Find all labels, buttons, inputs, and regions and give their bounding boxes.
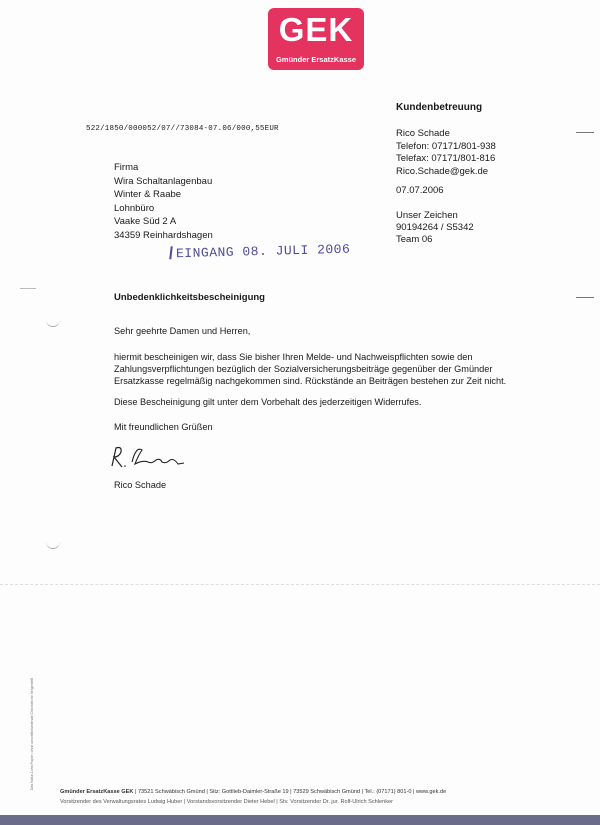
recipient-address [114, 161, 213, 242]
address-line: 34359 Reinhardshagen [114, 229, 213, 241]
page-bottom-edge [0, 815, 600, 825]
address-line: Lohnbüro [114, 202, 155, 214]
reference-code-line: 522/1850/000052/07//73084-07.06/000,55EUR [86, 125, 279, 133]
address-line: Vaake Süd 2 A [114, 216, 177, 227]
stamp-text: EINGANG 08. JULI 2006 [175, 241, 351, 262]
footer-line-2: Vorsitzender des Verwaltungsrates Ludwig Huber | Vorstandsvorsitzender Dieter Hebel | Stv. Vorsitzender Dr. jur. Rolf-Ulrich Schlenker [60, 799, 393, 805]
reference-number: 90194264 / S5342 [396, 222, 474, 233]
contact-email: Rico.Schade@gek.de [396, 165, 489, 177]
fold-mark [20, 288, 36, 289]
footer [60, 787, 590, 807]
address-line: Wira Schaltanlagenbau [114, 175, 213, 187]
contact-phone: Telefon: 07171/801-938 [396, 140, 496, 152]
contact-name: Rico Schade [396, 128, 450, 139]
letter-subject: Unbedenklichkeitsbescheinigung [114, 292, 265, 303]
signer-name: Rico Schade [114, 480, 167, 490]
punch-hole-mark [46, 318, 60, 327]
reference-block [396, 210, 474, 246]
service-title: Kundenbetreuung [396, 102, 483, 113]
letter-paragraph: Diese Bescheinigung gilt unter dem Vorbehalt des jederzeitigen Widerrufes. [114, 397, 422, 407]
letter-paragraph: hiermit bescheinigen wir, dass Sie bisher Ihren Melde- und Nachweispflichten sowie den Zahlungsverpflichtungen bezüglich der Sozialversicherungsbeiträge gegenüber der Gmünder Ersatzkasse regelmäßig nachgekommen sind. Rückstände an Beiträgen bestehen zur Zeit nicht. [114, 352, 507, 386]
gek-logo [268, 8, 364, 70]
reference-label: Unser Zeichen [396, 210, 458, 221]
handwritten-signature [108, 442, 188, 472]
fold-mark [576, 132, 594, 133]
paper-note: Das Natur-Lohn Papier, ohne umweltbelastende Chlorbleiche hergestellt [30, 677, 34, 790]
letter-closing: Mit freundlichen Grüßen [114, 422, 213, 432]
reference-team: Team 06 [396, 234, 433, 245]
logo-subtitle: Gmünder ErsatzKasse [275, 55, 357, 64]
punch-hole-mark [46, 540, 60, 549]
contact-fax: Telefax: 07171/801-816 [396, 153, 496, 164]
footer-address: | 73521 Schwäbisch Gmünd | Sitz: Gottlieb-Daimler-Straße 19 | 73529 Schwäbisch Gmünd | Tel.: (07171) 801-0 | www.gek.de [134, 789, 447, 795]
contact-block [396, 128, 496, 178]
logo-brand: GEK [278, 11, 354, 48]
address-line: Firma [114, 162, 139, 173]
footer-company: Gmünder ErsatzKasse GEK [60, 789, 134, 795]
fold-line [0, 584, 600, 586]
letter-date: 07.07.2006 [396, 185, 444, 196]
letter-greeting: Sehr geehrte Damen und Herren, [114, 326, 251, 336]
stamp-bar-icon [169, 246, 172, 259]
footer-line-1 [60, 787, 590, 797]
address-line: Winter & Raabe [114, 189, 182, 200]
received-stamp [170, 242, 351, 262]
fold-mark [576, 297, 594, 298]
